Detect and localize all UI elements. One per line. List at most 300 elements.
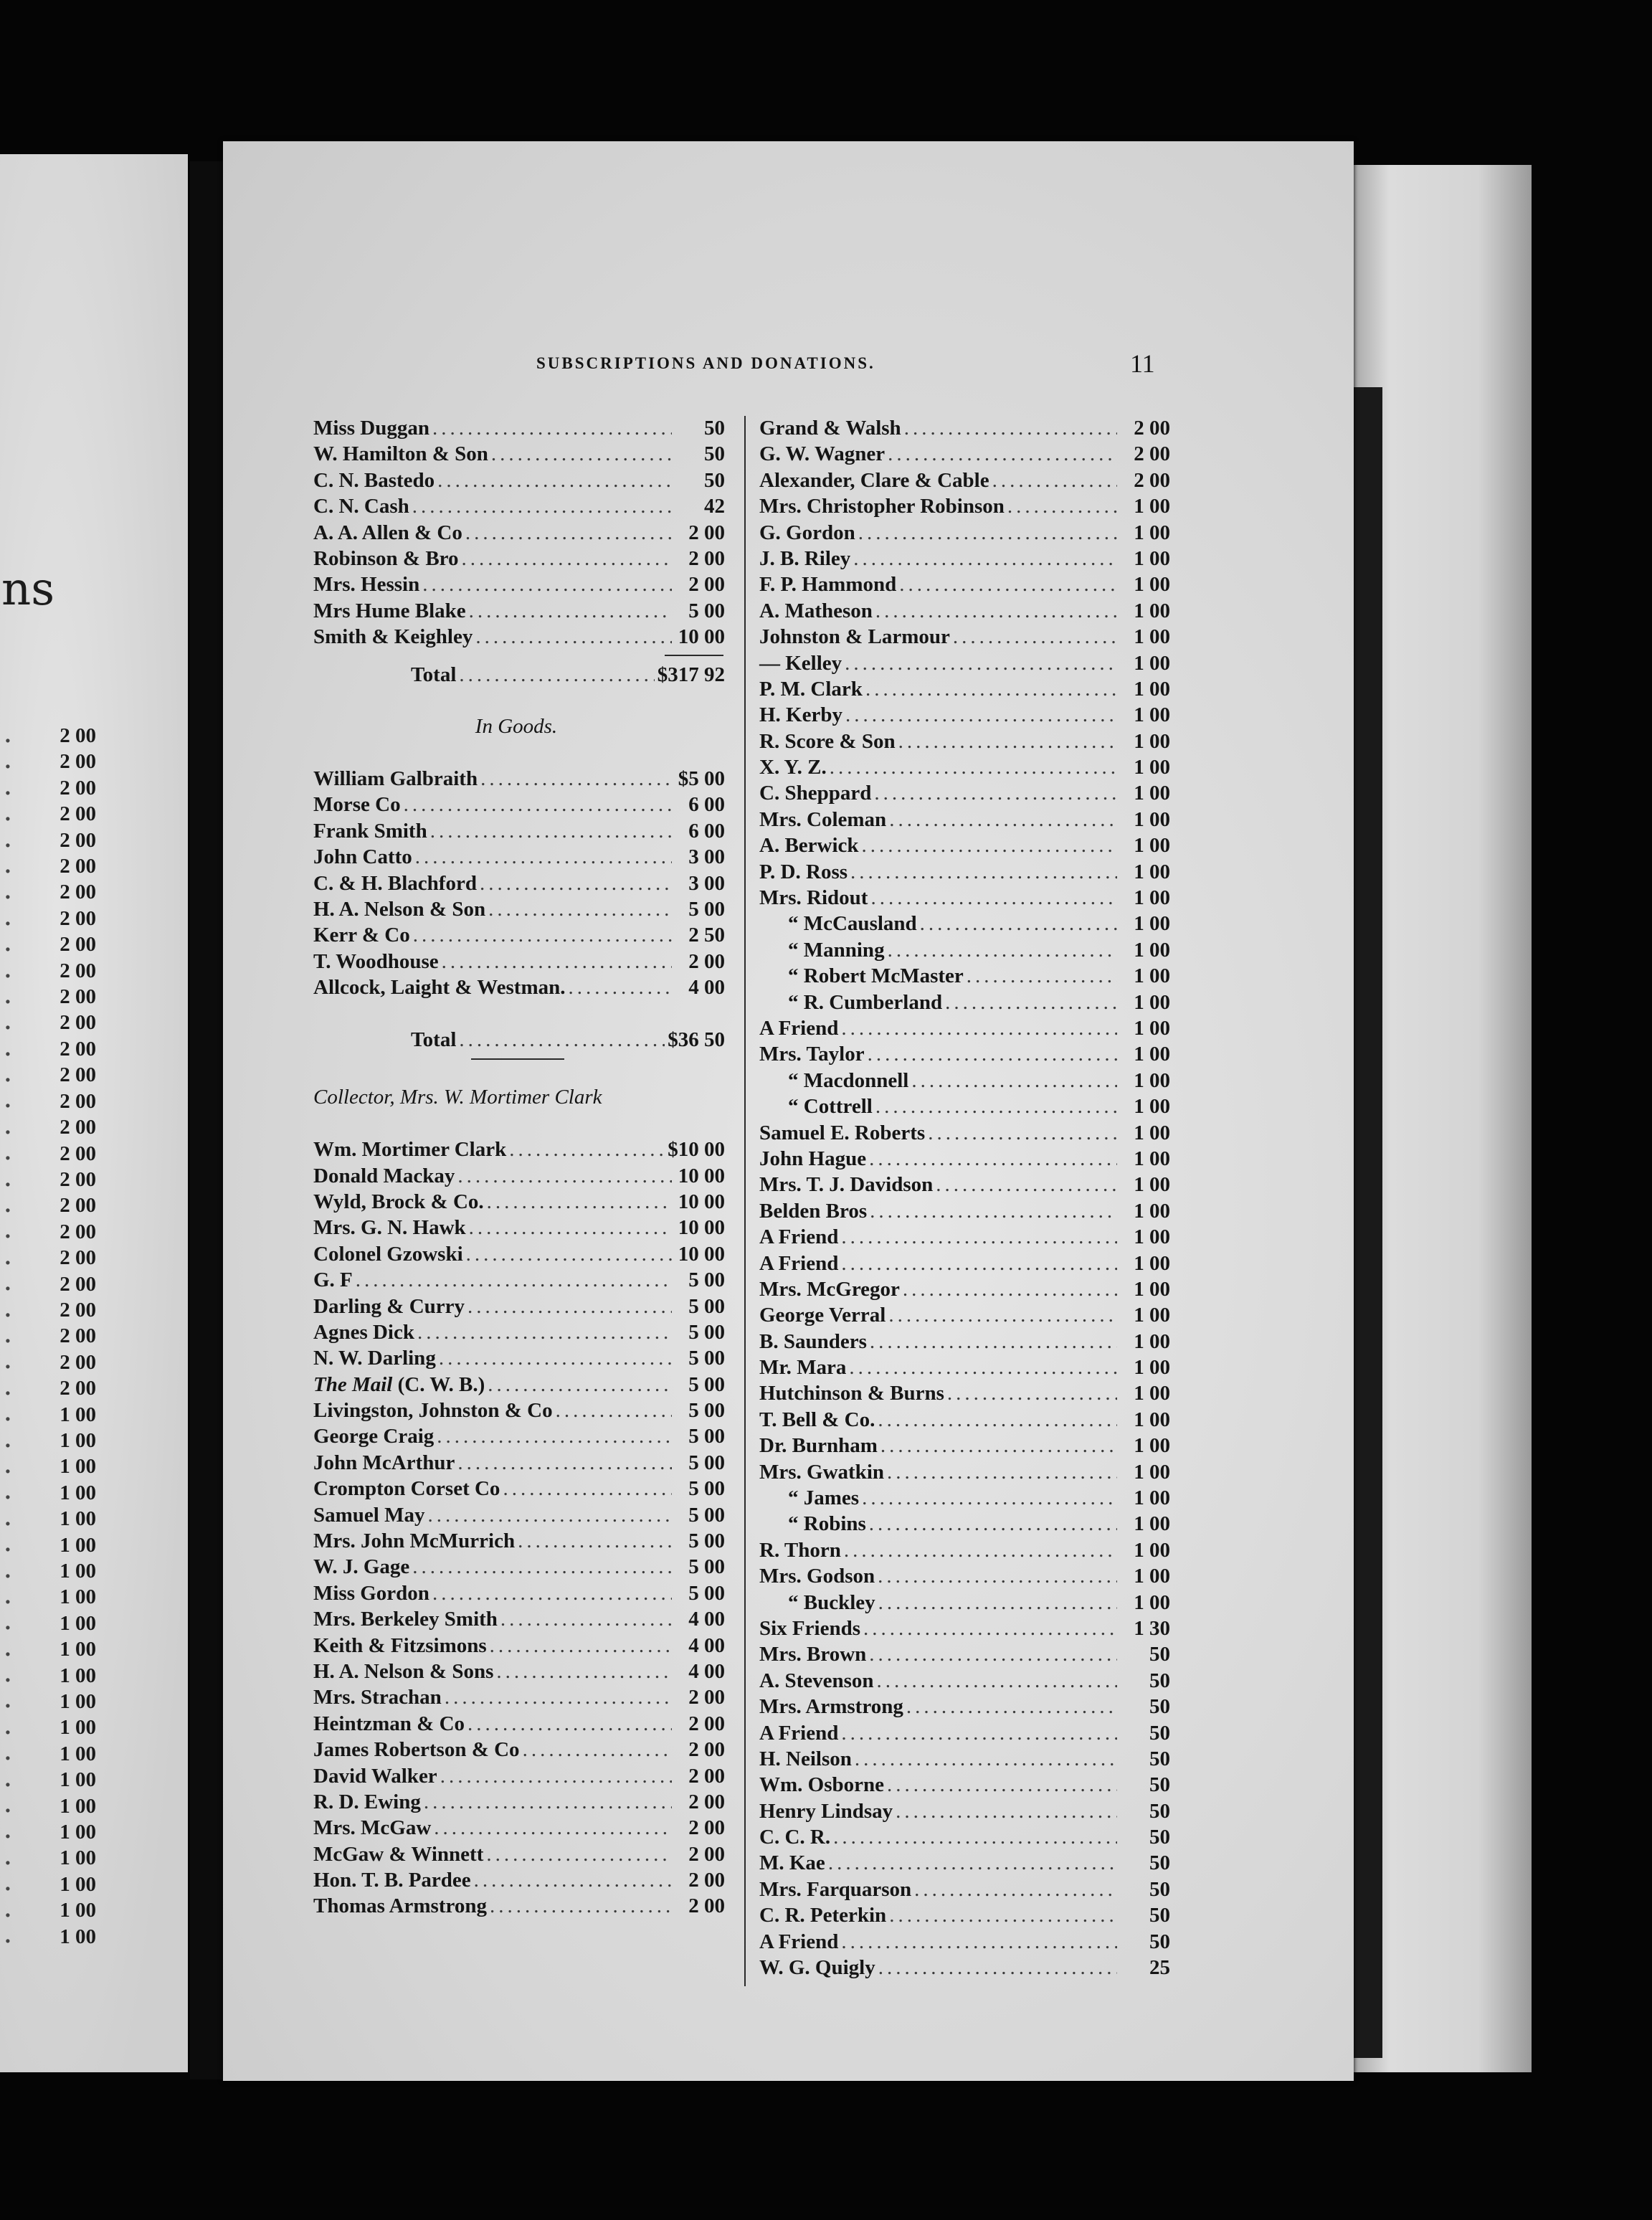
leader-dots — [469, 1215, 672, 1241]
donation-amount: 50 — [1149, 1904, 1170, 1927]
left-page-dot: . — [4, 1114, 11, 1139]
donor-name: Samuel E. Roberts — [759, 1121, 926, 1144]
donor-name: G. F — [313, 1268, 353, 1292]
donation-row — [759, 1224, 1170, 1250]
donor-name: N. W. Darling — [313, 1347, 436, 1370]
leader-dots — [953, 624, 1117, 650]
donor-name: H. Neilson — [759, 1747, 852, 1770]
donor-name: Frank Smith — [313, 819, 427, 843]
donation-row — [313, 493, 725, 519]
collector-donation-row — [313, 1502, 725, 1528]
left-page-dot: . — [4, 1872, 11, 1896]
donation-amount: 5 00 — [688, 599, 725, 622]
left-page-dot: . — [4, 958, 11, 982]
leader-dots — [878, 1955, 1117, 1981]
left-page-amount: 2 00 — [60, 1220, 96, 1243]
collector-donation-row — [313, 1163, 725, 1189]
left-page-dot: . — [4, 1453, 11, 1478]
donor-name: Mrs. Gwatkin — [759, 1460, 884, 1484]
left-page-amount: 1 00 — [60, 1846, 96, 1870]
left-page-dot: . — [4, 853, 11, 878]
donation-row — [759, 546, 1170, 571]
donor-name: W. Hamilton & Son — [313, 442, 488, 466]
donation-amount: 2 00 — [688, 546, 725, 570]
donor-name: Darling & Curry — [313, 1294, 465, 1318]
left-page-amount: 2 00 — [60, 1377, 96, 1400]
donation-amount: 2 00 — [688, 1842, 725, 1866]
left-page-amount: 1 00 — [60, 1872, 96, 1896]
left-page-amount: 2 00 — [60, 855, 96, 878]
donation-amount: 1 00 — [1134, 990, 1170, 1014]
donor-name: Mrs. McGregor — [759, 1277, 900, 1301]
leader-dots — [887, 1772, 1117, 1798]
donation-amount: 1 00 — [1134, 1277, 1170, 1301]
donation-amount: 1 00 — [1134, 1121, 1170, 1144]
donation-amount: 50 — [704, 442, 725, 466]
donor-name: Mrs. T. J. Davidson — [759, 1173, 934, 1197]
donation-row — [759, 1694, 1170, 1719]
donor-name: “ McCausland — [788, 912, 917, 936]
leader-dots — [845, 702, 1117, 728]
left-page-amount: 1 00 — [60, 1638, 96, 1661]
leader-dots — [844, 1537, 1117, 1563]
leader-dots — [486, 1841, 672, 1867]
donation-amount: 3 00 — [688, 845, 725, 869]
collector-heading: Collector, Mrs. W. Mortimer Clark — [313, 1086, 602, 1109]
goods-row — [313, 974, 725, 1000]
donor-name: — Kelley — [759, 651, 842, 675]
donation-amount: 1 00 — [1134, 1304, 1170, 1327]
left-page-dot: . — [4, 1297, 11, 1322]
donor-name: W. G. Quigly — [759, 1956, 875, 1980]
donation-amount: 1 00 — [1134, 1043, 1170, 1066]
in-goods-heading: In Goods. — [475, 715, 558, 739]
left-page-dot: . — [4, 1349, 11, 1374]
leader-dots — [855, 1746, 1117, 1772]
donation-amount: $317 92 — [657, 663, 725, 686]
spacer — [313, 1111, 725, 1137]
collector-donation-row — [313, 1684, 725, 1710]
donation-amount: 1 00 — [1134, 729, 1170, 753]
leader-dots — [877, 1668, 1117, 1694]
donor-name: “ Cottrell — [788, 1095, 873, 1119]
donor-name: Total — [411, 1028, 457, 1051]
donation-row — [759, 1380, 1170, 1406]
collector-donation-row — [313, 1737, 725, 1763]
leader-dots — [870, 885, 1117, 911]
leader-dots — [404, 792, 672, 817]
donor-name: T. Woodhouse — [313, 949, 439, 973]
donation-amount: 50 — [1149, 1669, 1170, 1692]
left-page-amount: 1 00 — [60, 1899, 96, 1922]
donor-name: A Friend — [759, 1721, 839, 1745]
left-page-amount: 1 00 — [60, 1533, 96, 1557]
leader-dots — [445, 1684, 672, 1710]
left-page-dot: . — [4, 880, 11, 904]
donation-row — [759, 1251, 1170, 1276]
donation-row — [759, 1485, 1170, 1511]
goods-row — [313, 818, 725, 844]
leader-dots — [427, 1502, 672, 1528]
left-page-amount: 1 00 — [60, 1821, 96, 1844]
donor-name: M. Kae — [759, 1851, 825, 1875]
donor-name: Mrs. G. N. Hawk — [313, 1216, 466, 1240]
donor-name: A Friend — [759, 1251, 839, 1275]
leader-dots — [992, 468, 1117, 493]
donor-name: Mrs. Taylor — [759, 1043, 865, 1066]
donation-amount: $36 50 — [668, 1028, 725, 1051]
collector-donation-row — [313, 1372, 725, 1398]
left-page-amount: 2 00 — [60, 1142, 96, 1165]
donation-amount: 1 00 — [1134, 1173, 1170, 1197]
leader-dots — [870, 1329, 1117, 1355]
donor-name: Mrs. Coleman — [759, 807, 887, 831]
section-rule — [471, 1058, 564, 1060]
leader-dots — [496, 1659, 672, 1684]
donation-amount: 1 00 — [1134, 782, 1170, 805]
left-page-dot: . — [4, 984, 11, 1008]
donation-amount: 5 00 — [688, 1347, 725, 1370]
donation-row — [759, 1955, 1170, 1981]
donation-row — [759, 1850, 1170, 1876]
donor-name: W. J. Gage — [313, 1555, 410, 1579]
donation-amount: 1 00 — [1134, 546, 1170, 570]
donor-name: Alexander, Clare & Cable — [759, 468, 989, 492]
goods-row — [313, 949, 725, 974]
donor-name: Thomas Armstrong — [313, 1894, 487, 1918]
left-page-amount: 2 00 — [60, 1167, 96, 1191]
donor-name: George Verral — [759, 1304, 886, 1327]
left-page-amount: 1 00 — [60, 1664, 96, 1687]
leader-dots — [889, 1902, 1117, 1928]
left-page-amount: 2 00 — [60, 750, 96, 774]
left-page-amount: 2 00 — [60, 1272, 96, 1296]
leader-dots — [906, 1694, 1117, 1719]
left-page-dot: . — [4, 1402, 11, 1426]
donation-row — [759, 859, 1170, 885]
donation-amount: 50 — [704, 468, 725, 492]
donation-row — [759, 754, 1170, 780]
donation-amount: 2 00 — [688, 521, 725, 544]
left-page-dot: . — [4, 1845, 11, 1869]
donor-name: John Catto — [313, 845, 412, 869]
donation-amount: 2 00 — [688, 1869, 725, 1892]
leader-dots — [845, 650, 1117, 676]
leader-dots — [488, 896, 672, 922]
donation-amount: 1 00 — [1134, 1199, 1170, 1223]
donation-row — [759, 676, 1170, 702]
donation-row — [759, 1877, 1170, 1902]
leader-dots — [967, 963, 1117, 989]
leader-dots — [888, 1302, 1117, 1328]
donor-name: The Mail (C. W. B.) — [313, 1372, 485, 1396]
leader-dots — [413, 922, 672, 948]
leader-dots — [841, 1929, 1117, 1955]
donation-amount: 1 00 — [1134, 1434, 1170, 1458]
donation-amount: 2 00 — [688, 573, 725, 597]
goods-row — [313, 844, 725, 870]
donation-row — [759, 1276, 1170, 1302]
leader-dots — [417, 1319, 672, 1345]
leader-dots — [828, 1850, 1117, 1876]
donation-row — [759, 1041, 1170, 1067]
left-page-dot: . — [4, 1193, 11, 1218]
donor-name: Mrs. Christopher Robinson — [759, 495, 1005, 518]
donor-name: Mrs. Godson — [759, 1565, 875, 1588]
left-page-amount: 2 00 — [60, 1298, 96, 1322]
donation-amount: 50 — [1149, 1773, 1170, 1797]
donor-name: T. Bell & Co. — [759, 1408, 875, 1431]
collector-donation-row — [313, 1476, 725, 1502]
donor-name: John Hague — [759, 1147, 867, 1170]
donor-name: George Craig — [313, 1425, 435, 1448]
collector-donation-row — [313, 1345, 725, 1371]
donation-amount: 1 00 — [1134, 1538, 1170, 1562]
collector-donation-row — [313, 1659, 725, 1684]
donor-name: Wyld, Brock & Co. — [313, 1190, 484, 1213]
donation-row — [759, 1120, 1170, 1146]
donor-name: Six Friends — [759, 1616, 860, 1640]
leader-dots — [875, 1094, 1117, 1119]
goods-row — [313, 871, 725, 896]
leader-dots — [474, 1867, 672, 1893]
donor-name: A. A. Allen & Co — [313, 521, 462, 544]
donation-amount: 1 00 — [1134, 1460, 1170, 1484]
spacer — [313, 740, 725, 766]
donation-row — [313, 441, 725, 467]
total-rule — [665, 655, 723, 656]
donation-amount: 1 00 — [1134, 599, 1170, 622]
left-page-dot: . — [4, 1506, 11, 1530]
collector-donation-row — [313, 1450, 725, 1476]
left-page-amount: 2 00 — [60, 1089, 96, 1113]
leader-dots — [858, 520, 1117, 546]
donation-amount: 42 — [704, 495, 725, 518]
left-page-amount: 1 00 — [60, 1690, 96, 1714]
donation-amount: 1 30 — [1134, 1616, 1170, 1640]
leader-dots — [920, 911, 1117, 936]
leader-dots — [878, 1407, 1117, 1433]
left-facing-page — [0, 154, 188, 2072]
donation-row — [759, 1094, 1170, 1119]
left-page-dot: . — [4, 1036, 11, 1061]
leader-dots — [415, 844, 672, 870]
donation-amount: 1 00 — [1134, 677, 1170, 701]
donation-amount: 1 00 — [1134, 938, 1170, 962]
collector-donation-row — [313, 1580, 725, 1606]
leader-dots — [480, 766, 672, 792]
donation-row — [759, 990, 1170, 1015]
donor-name: Hon. T. B. Pardee — [313, 1869, 471, 1892]
donor-name: David Walker — [313, 1764, 437, 1788]
donation-amount: 1 00 — [1134, 756, 1170, 779]
donor-name: “ Manning — [788, 938, 885, 962]
donation-amount: 1 00 — [1134, 1486, 1170, 1510]
donation-row — [759, 807, 1170, 833]
donation-row — [313, 598, 725, 624]
donation-row — [759, 1590, 1170, 1616]
leader-dots — [488, 1372, 672, 1398]
leader-dots — [491, 441, 672, 467]
collector-donation-row — [313, 1267, 725, 1293]
left-page-dot: . — [4, 906, 11, 930]
leader-dots — [853, 546, 1117, 571]
donation-row — [759, 1668, 1170, 1694]
donor-name: Johnston & Larmour — [759, 625, 950, 649]
leader-dots — [439, 1345, 672, 1371]
leader-dots — [424, 1789, 672, 1815]
leader-dots — [412, 493, 672, 519]
donor-name: C. Sheppard — [759, 782, 872, 805]
left-page-amount: 2 00 — [60, 802, 96, 826]
goods-row — [313, 922, 725, 948]
donor-name: A. Stevenson — [759, 1669, 874, 1692]
donation-row — [759, 780, 1170, 806]
leader-dots — [440, 1763, 672, 1789]
donation-amount: 2 00 — [688, 1764, 725, 1788]
leader-dots — [459, 662, 654, 688]
leader-dots — [947, 1380, 1117, 1406]
donation-amount: 5 00 — [688, 1268, 725, 1292]
donor-name: A. Matheson — [759, 599, 873, 622]
donation-row — [759, 1146, 1170, 1172]
left-page-leader-dots — [4, 723, 22, 1949]
left-page-dot: . — [4, 1819, 11, 1844]
left-page-dot: . — [4, 827, 11, 852]
left-page-amount: 1 00 — [60, 1742, 96, 1765]
donation-amount: 10 00 — [678, 625, 725, 649]
donor-name-italic: The Mail — [313, 1372, 393, 1396]
donation-amount: 2 00 — [1134, 417, 1170, 440]
donation-row — [759, 1772, 1170, 1798]
donor-name: C. N. Cash — [313, 495, 409, 518]
donation-amount: 5 00 — [688, 1425, 725, 1448]
leader-dots — [509, 1137, 665, 1162]
donation-amount: 50 — [1149, 1930, 1170, 1953]
donor-name: Wm. Mortimer Clark — [313, 1138, 507, 1162]
donation-amount: 5 00 — [688, 1294, 725, 1318]
left-page-dot: . — [4, 1663, 11, 1687]
donation-amount: 1 00 — [1134, 1251, 1170, 1275]
left-page-dot: . — [4, 1141, 11, 1165]
leader-dots — [898, 729, 1117, 754]
donor-name: Livingston, Johnston & Co — [313, 1399, 553, 1423]
donor-name: Donald Mackay — [313, 1164, 455, 1187]
donation-row — [759, 650, 1170, 676]
page-gutter-shadow — [190, 161, 223, 2079]
page-edge-shadow — [1354, 387, 1382, 2058]
donation-row — [759, 911, 1170, 936]
collector-donation-row — [313, 1554, 725, 1580]
collector-donation-row — [313, 1241, 725, 1267]
left-page-dot: . — [4, 1063, 11, 1087]
donor-name: Miss Gordon — [313, 1581, 429, 1605]
donor-name: P. D. Ross — [759, 860, 848, 883]
leader-dots — [870, 1198, 1117, 1224]
donor-name: Agnes Dick — [313, 1320, 414, 1344]
leader-dots — [868, 1041, 1117, 1067]
donation-row — [313, 571, 725, 597]
leader-dots — [841, 1251, 1117, 1276]
donor-name: Mrs Hume Blake — [313, 599, 466, 622]
donation-amount: 10 00 — [678, 1216, 725, 1240]
donation-row — [759, 1172, 1170, 1197]
donation-amount: 1 00 — [1134, 1356, 1170, 1380]
donation-amount: 50 — [1149, 1826, 1170, 1849]
donation-row — [759, 885, 1170, 911]
leader-dots — [874, 780, 1117, 806]
leader-dots — [841, 1720, 1117, 1746]
donor-name: Keith & Fitzsimons — [313, 1633, 487, 1657]
donation-row — [759, 1433, 1170, 1458]
goods-row — [313, 792, 725, 817]
left-page-dot: . — [4, 1767, 11, 1791]
donation-row — [759, 1068, 1170, 1094]
collector-donation-row — [313, 1633, 725, 1659]
left-page-amount: 2 00 — [60, 1350, 96, 1374]
donation-amount: 50 — [1149, 1799, 1170, 1823]
left-page-amount: 2 00 — [60, 1116, 96, 1139]
donor-name: Hutchinson & Burns — [759, 1382, 944, 1405]
left-page-dot: . — [4, 1897, 11, 1922]
leader-dots — [503, 1476, 672, 1502]
donor-name: R. Thorn — [759, 1538, 841, 1562]
donation-amount: 1 00 — [1134, 1068, 1170, 1092]
donor-name: “ Buckley — [788, 1590, 875, 1614]
donation-amount: 1 00 — [1134, 521, 1170, 544]
spacer — [313, 688, 725, 713]
leader-dots — [878, 1563, 1117, 1589]
donation-amount: 1 00 — [1134, 1512, 1170, 1536]
leader-dots — [462, 546, 672, 571]
donor-name: Allcock, Laight & Westman. — [313, 976, 566, 1000]
donor-name: X. Y. Z. — [759, 756, 827, 779]
donation-row — [759, 415, 1170, 441]
donation-amount: 4 00 — [688, 976, 725, 1000]
donation-row — [759, 1720, 1170, 1746]
leader-dots — [945, 990, 1117, 1015]
collector-donation-row — [313, 1711, 725, 1737]
donation-amount: 1 00 — [1134, 1590, 1170, 1614]
donation-row — [759, 468, 1170, 493]
donation-row — [759, 1616, 1170, 1641]
leader-dots — [437, 1423, 672, 1449]
leader-dots — [523, 1737, 672, 1763]
donor-name: G. Gordon — [759, 521, 855, 544]
donation-amount: 5 00 — [688, 1320, 725, 1344]
left-page-amount: 1 00 — [60, 1925, 96, 1948]
donation-amount: 1 00 — [1134, 1408, 1170, 1431]
leader-dots — [869, 1511, 1117, 1537]
leader-dots — [469, 598, 672, 624]
left-page-dot: . — [4, 1245, 11, 1269]
donor-name: H. A. Nelson & Son — [313, 898, 486, 921]
donor-name: Mrs. Hessin — [313, 573, 420, 597]
collector-donation-row — [313, 1215, 725, 1241]
left-page-dot: . — [4, 932, 11, 957]
left-page-dot: . — [4, 1584, 11, 1608]
left-page-amount: 2 00 — [60, 1246, 96, 1270]
donor-name: Kerr & Co — [313, 924, 410, 947]
donation-amount: 3 00 — [688, 871, 725, 895]
donation-amount: 2 00 — [688, 1816, 725, 1840]
leader-dots — [356, 1267, 672, 1293]
leader-dots — [849, 1355, 1117, 1380]
donor-name: Belden Bros — [759, 1199, 868, 1223]
left-page-amounts — [24, 723, 96, 1950]
collector-donation-row — [313, 1893, 725, 1919]
left-page-amount: 1 00 — [60, 1507, 96, 1531]
